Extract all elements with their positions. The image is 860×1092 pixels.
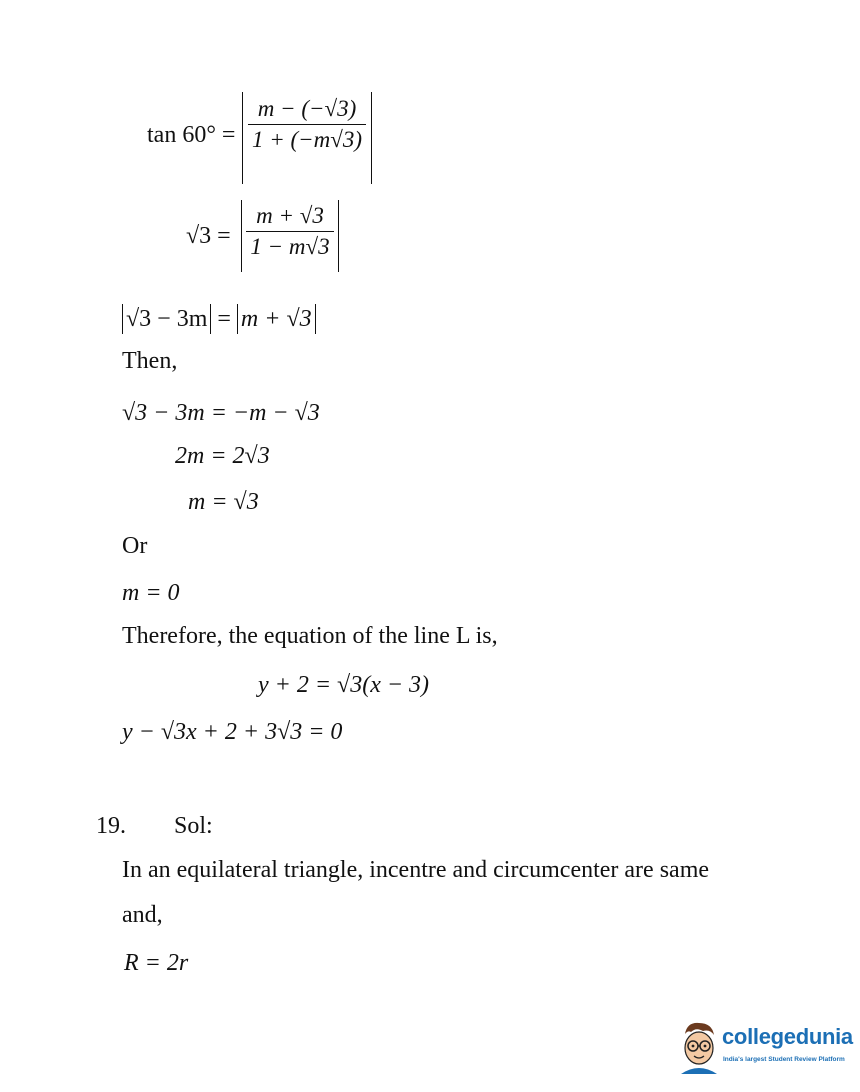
- eq2-lhs-text: √3: [186, 223, 212, 249]
- step-2: 2m = 2√3: [175, 443, 270, 469]
- and-text: and,: [122, 902, 163, 928]
- brand-tagline: India's largest Student Review Platform: [723, 1056, 845, 1063]
- brand-name: collegedunia: [722, 1024, 853, 1049]
- or-label: Or: [122, 533, 148, 559]
- mascot-icon: [676, 1018, 722, 1074]
- collegedunia-logo[interactable]: [676, 1018, 852, 1074]
- sol-label: Sol:: [174, 813, 213, 839]
- step-3: m = √3: [188, 489, 259, 515]
- eq1-lhs-text: tan 60°: [147, 122, 216, 148]
- eq1-lhs: tan 60° =: [147, 122, 236, 148]
- eq2-lhs: √3 =: [186, 223, 231, 249]
- incentre-text: In an equilateral triangle, incentre and circumcenter are same: [122, 857, 710, 883]
- therefore-text: Therefore, the equation of the line L is,: [122, 623, 498, 649]
- eq1-fraction-bar: [248, 124, 366, 125]
- m-zero: m = 0: [122, 580, 180, 606]
- eq2-fraction: [246, 203, 334, 260]
- r-equation: R = 2r: [124, 950, 189, 976]
- then-label: Then,: [122, 348, 178, 374]
- eq2-denominator: 1 − m√3: [250, 234, 330, 259]
- step-1: √3 − 3m = −m − √3: [122, 400, 320, 426]
- line-equation-1: y + 2 = √3(x − 3): [258, 672, 430, 698]
- line-equation-2: y − √3x + 2 + 3√3 = 0: [122, 719, 343, 745]
- question-number: 19.: [96, 813, 126, 839]
- eq3-left-abs: √3 − 3m: [122, 304, 211, 334]
- eq1-denominator: 1 + (−m√3): [251, 127, 363, 152]
- eq3-right-abs: m + √3: [237, 304, 316, 334]
- eq2-fraction-bar: [246, 231, 334, 232]
- eq3: √3 − 3m = m + √3: [122, 306, 316, 333]
- eq1-fraction: [248, 96, 366, 153]
- eq2-numerator: m + √3: [256, 203, 324, 228]
- eq1-numerator: m − (−√3): [257, 96, 357, 121]
